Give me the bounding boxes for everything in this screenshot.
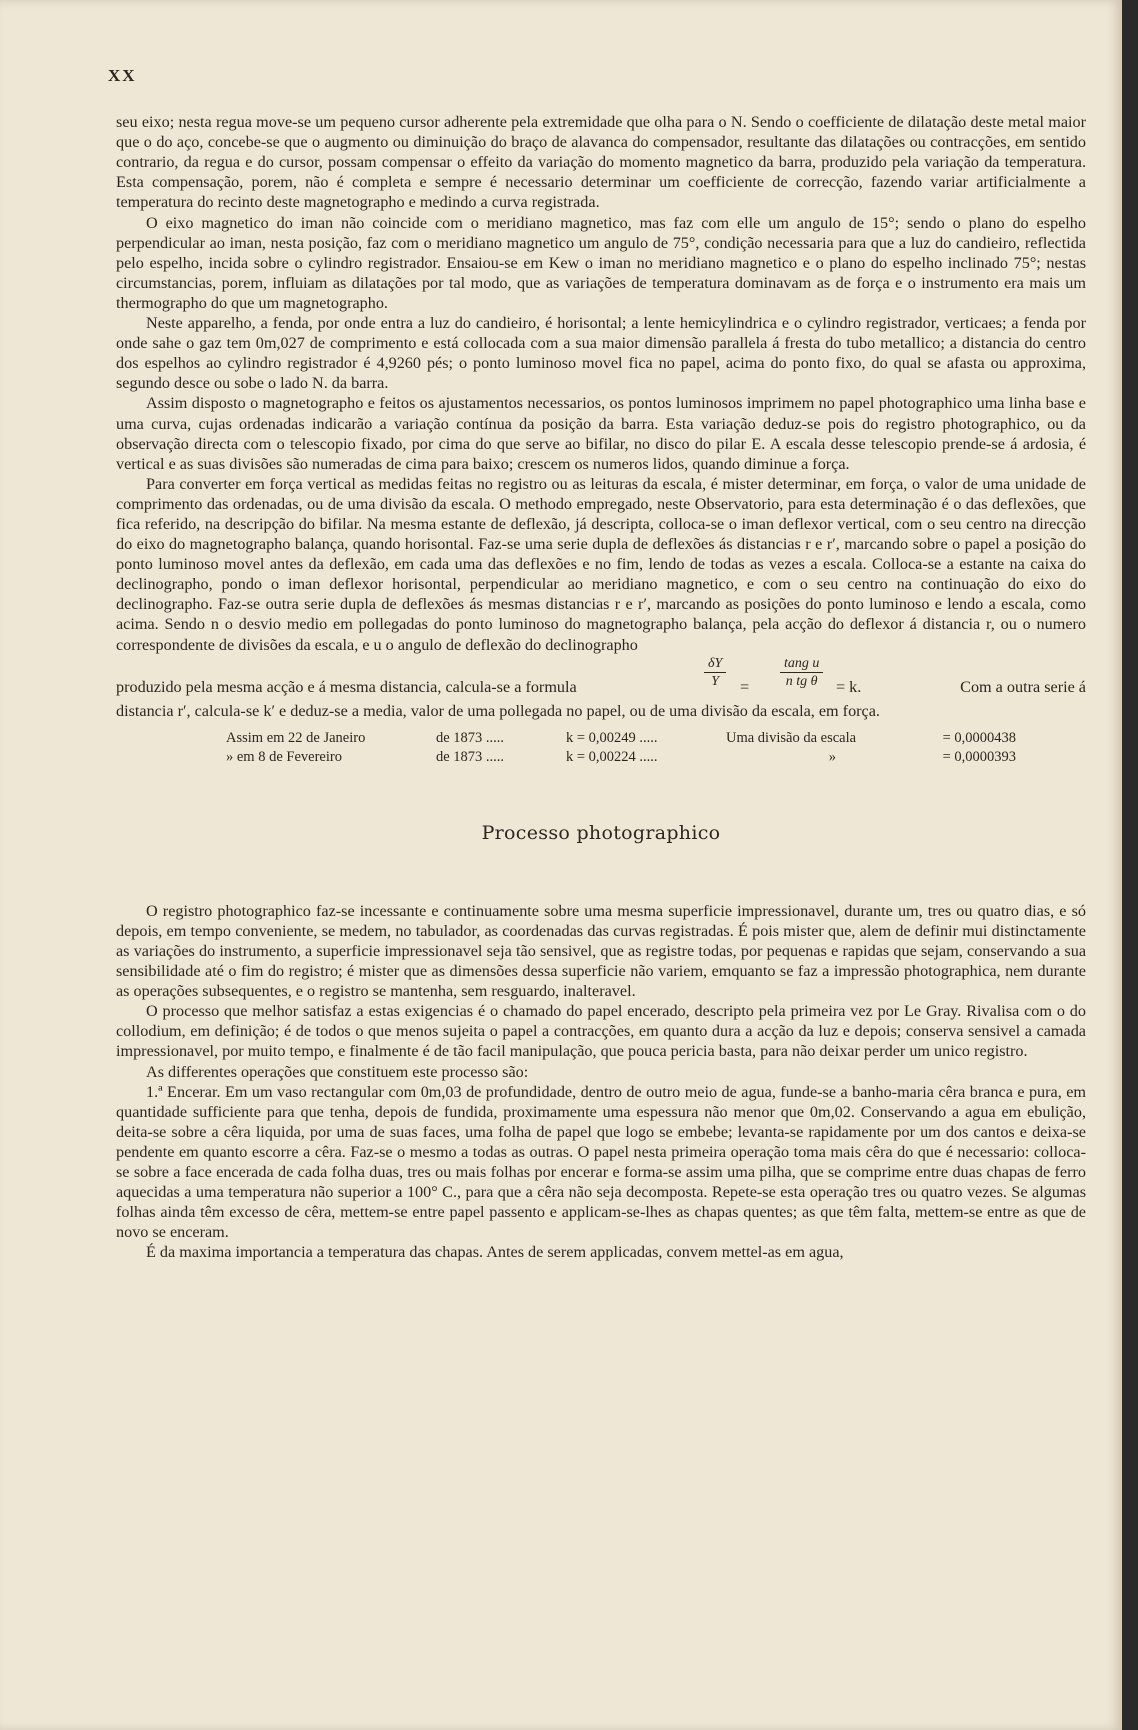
result-date: Assim em 22 de Janeiro — [226, 729, 366, 746]
result-k: k = 0,00249 ..... — [566, 729, 658, 746]
result-year: de 1873 ..... — [436, 748, 505, 765]
fraction-1-denominator: Y — [711, 673, 720, 689]
formula-result: = k. — [836, 677, 862, 696]
paragraph-photo-register: O registro photographico faz-se incessante e continuamente sobre uma mesma superficie impressionavel, durante um, tres ou quatro dias, e só depois, em tempo conveniente, se medem, no tabulador, as coordenadas das curvas registradas. É pois mister que, alem de definir mui distinctamente as variações do instrumento, a superficie impressionavel seja tão sensivel, que as registre todas, por pequenas e rapidas que sejam, conservando a sua sensibilidade até o fim do registro; é mister que as dimensões dessa superficie não variem, emquanto se faz a impressão photographica, nem durante as operações subsequentes, e o registro se mantenha, sem resguardo, inalteravel. — [116, 901, 1086, 1001]
paragraph-magnetic-axis: O eixo magnetico do iman não coincide com o meridiano magnetico, mas faz com elle um angulo de 15°; sendo o plano do espelho perpendicular ao iman, nesta posição, faz com o meridiano magnetico um angulo de 75°, condição necessaria para que a luz do candieiro, reflectida pelo espelho, incida sobre o cylindro registrador. Ensaiou-se em Kew o iman no meridiano magnetico e o plano do espelho inclinado 75°; nestas circumstancias, porem, influiam as dilatações por tal modo, que as variações de temperatura dominavam as de força e o instrumento era mais um thermographo do que um magnetographo. — [116, 213, 1086, 312]
formula-fraction-2 — [780, 655, 823, 690]
paragraph-compensation: seu eixo; nesta regua move-se um pequeno cursor adherente pela extremidade que olha para o N. Sendo o coefficiente de dilatação deste metal maior que o do aço, concebe-se que o augmento ou diminuição do braço de alavanca do compensador, resultante das dilatações ou contracções, em sentido contrario, da regua e do cursor, possam compensar o effeito da variação do momento magnetico da barra, produzido pela variação da temperatura. Esta compensação, porem, não é completa e sempre é necessario determinar um coefficiente de correcção, fazendo variar artificialmente a temperatura do recinto deste magnetographo e medindo a curva registrada. — [116, 113, 1086, 212]
result-division-value: = 0,0000438 — [942, 729, 1016, 746]
page-number: XX — [108, 66, 137, 85]
result-k: k = 0,00224 ..... — [566, 748, 658, 765]
result-division-value: = 0,0000393 — [942, 748, 1016, 765]
fraction-2-numerator: tang u — [780, 655, 823, 673]
results-row — [226, 748, 1086, 767]
section-title: Processo photographico — [481, 821, 721, 844]
formula-equals: = — [740, 677, 750, 696]
fraction-1-numerator: δY — [704, 655, 726, 673]
paragraph-operations-intro: As differentes operações que constituem este processo são: — [146, 1062, 529, 1081]
formula-line — [116, 655, 1086, 701]
results-table — [226, 729, 1086, 767]
paragraph-after-formula: distancia r′, calcula-se k′ e deduz-se a media, valor de uma pollegada no papel, ou de uma divisão da escala, em força. — [116, 701, 880, 720]
formula-trailing-text: Com a outra serie á — [960, 677, 1086, 696]
result-division-label: » — [828, 748, 836, 765]
result-year: de 1873 ..... — [436, 729, 505, 746]
paragraph-adjustments: Assim disposto o magnetographo e feitos os ajustamentos necessarios, os pontos luminosos imprimem no papel photographico uma linha base e uma curva, cujas ordenadas indicarão a variação contínua da posição da barra. Esta variação deduz-se pois do registro photographico, ou da observação directa com o telescopio fixado, por cima do que serve ao bifilar, no disco do pilar E. A escala desse telescopio prende-se á ardosia, é vertical e as suas divisões são numeradas de cima para baixo; crescem os numeros lidos, quando diminue a força. — [116, 394, 1086, 473]
fraction-2-denominator: n tg θ — [785, 673, 818, 689]
paragraph-encerar: 1.ª Encerar. Em um vaso rectangular com 0m,03 de profundidade, dentro de outro meio de agua, funde-se a banho-maria cêra branca e pura, em quantidade sufficiente para que tenha, depois de fundida, proximamente uma espessura não menor que 0m,02. Conservando a agua em ebulição, deita-se sobre a cêra liquida, por uma de suas faces, uma folha de papel que logo se embebe; levanta-se rapidamente por um dos cantos e deixa-se pendente em quanto escorre a cêra. Faz-se o mesmo a todas as outras. O papel nesta primeira operação toma mais cêra do que é necessario: colloca-se sobre a face encerada de cada folha duas, tres ou mais folhas por encerar e forma-se assim uma pilha, que se comprime entre duas chapas de ferro aquecidas a uma temperatura não superior a 100° C., para que a cêra não seja decomposta. Repete-se esta operação tres ou quatro vezes. Se algumas folhas ainda têm excesso de cêra, mettem-se entre papel passento e applicam-se-lhes as chapas quentes; as que têm falta, mettem-se entre as que de novo se enceram. — [116, 1082, 1086, 1242]
formula-fraction-1 — [704, 655, 726, 690]
scan-border — [1122, 0, 1138, 1730]
results-row — [226, 729, 1086, 748]
result-date: » em 8 de Fevereiro — [226, 748, 342, 765]
paragraph-conversion: Para converter em força vertical as medidas feitas no registro ou as leituras da escala, é mister determinar, em força, o valor de uma unidade de comprimento das ordenadas, ou de uma divisão da escala. O methodo empregado, neste Observatorio, para esta determinação é o das deflexões, que fica referido, na descripção do bifilar. Na mesma estante de deflexão, já descripta, colloca-se o iman deflexor vertical, com o seu centro na direcção do eixo do magnetographo balança, quando horisontal. Faz-se uma serie dupla de deflexões ás distancias r e r′, marcando sobre o papel a posição do ponto luminoso movel antes da deflexão, em cada uma das deflexões e no fim, lendo de todas as vezes a escala. Colloca-se a estante na caixa do declinographo, pondo o iman deflexor horisontal, perpendicular ao meridiano magnetico, e com o seu centro na continuação do eixo do declinographo. Faz-se outra serie dupla de deflexões ás mesmas distancias r e r′, marcando as posições do ponto luminoso e lendo a escala, como acima. Sendo n o desvio medio em pollegadas do ponto luminoso do magnetographo balança, pela acção do deflexor á distancia r, ou o numero correspondente de divisões da escala, e u o angulo de deflexão do declinographo — [116, 474, 1086, 654]
page-content — [108, 66, 1086, 1263]
paragraph-apparatus: Neste apparelho, a fenda, por onde entra a luz do candieiro, é horisontal; a lente hemicylindrica e o cylindro registrador, verticaes; a fenda por onde sahe o gaz tem 0m,027 de comprimento e está collocada com a sua maior dimensão parallela á fresta do tubo metallico; a distancia do centro dos espelhos ao cylindro registrador é 4,9260 pés; o ponto luminoso movel fica no papel, acima do ponto fixo, do qual se afasta ou approxima, segundo desce ou sobe o lado N. da barra. — [116, 314, 1086, 393]
paragraph-waxed-paper: O processo que melhor satisfaz a estas exigencias é o chamado do papel encerado, descripto pela primeira vez por Le Gray. Rivalisa com o do collodium, em definição; é de todos o que menos sujeita o papel a contracções, em quanto dura a acção da luz e depois; conserva sensivel a camada impressionavel, por muito tempo, e finalmente é de tão facil manipulação, que pouca pericia basta, para não deixar perder um unico registro. — [116, 1002, 1086, 1061]
result-division-label: Uma divisão da escala — [726, 729, 857, 746]
paragraph-temperature: É da maxima importancia a temperatura das chapas. Antes de serem applicadas, convem mettel-as em agua, — [146, 1243, 844, 1262]
formula-lead-text: produzido pela mesma acção e á mesma distancia, calcula-se a formula — [116, 677, 577, 696]
